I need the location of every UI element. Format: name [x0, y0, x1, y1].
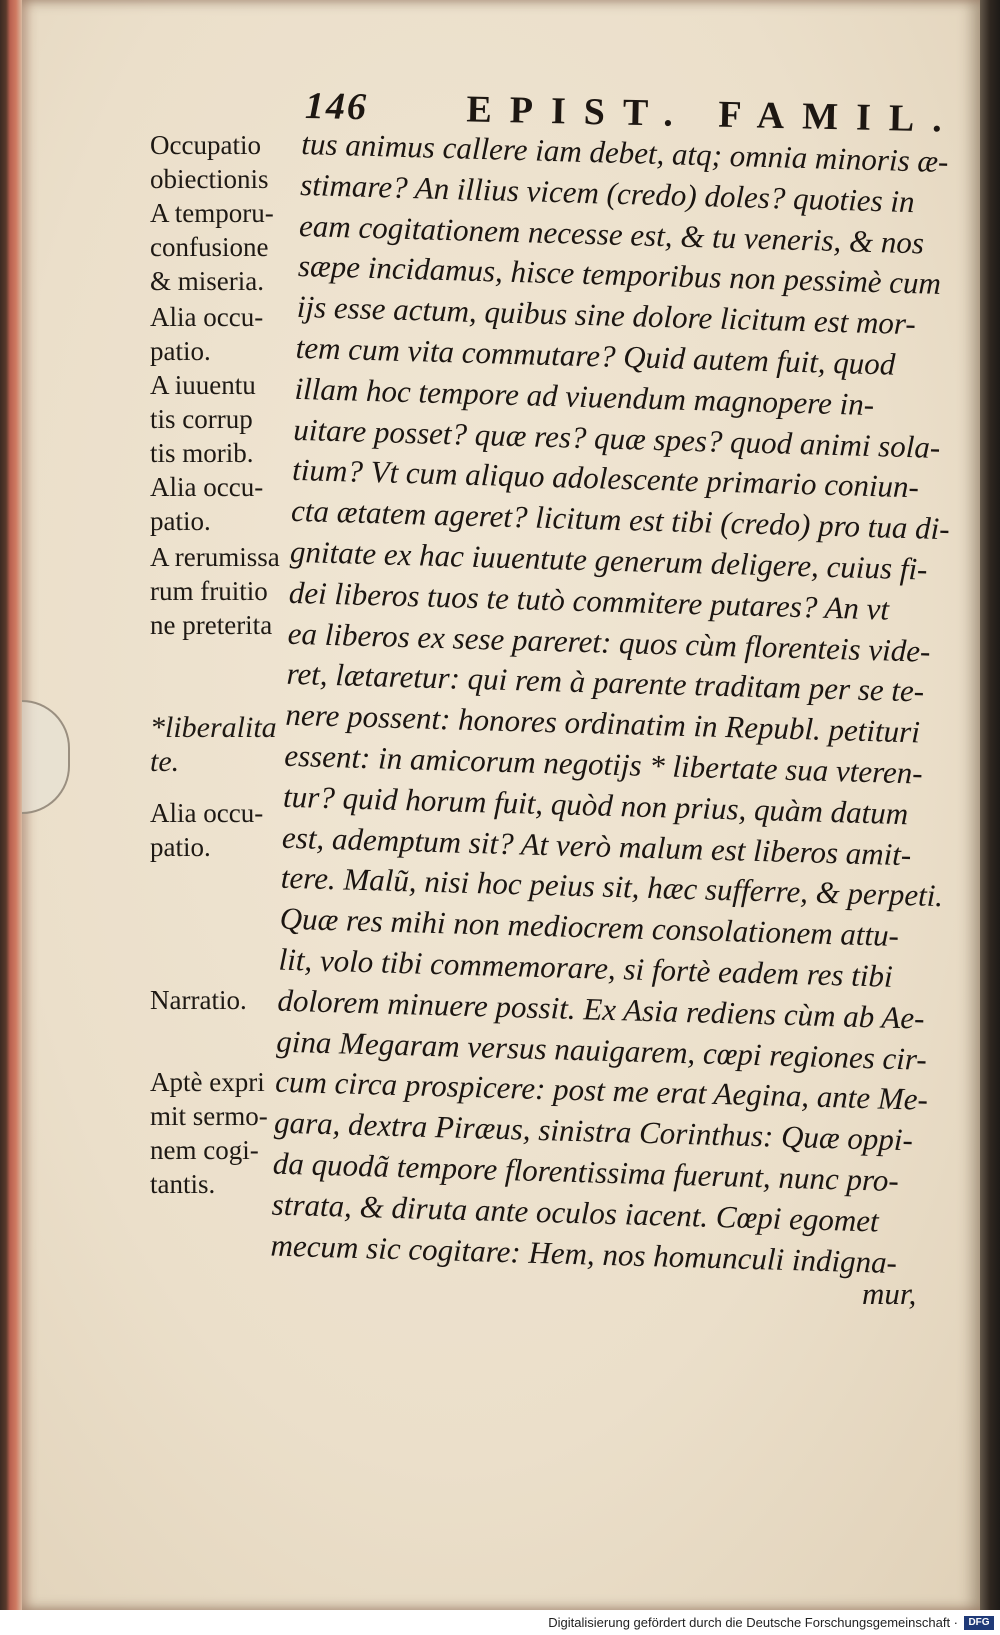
text-line: uitare posset? quæ res? quæ spes? quod animi sola-	[292, 411, 941, 465]
text-line: nere possent: honores ordinatim in Republ. petituri	[285, 696, 921, 750]
margin-note-line: obiectionis	[150, 164, 269, 194]
margin-note-line: mit sermo-	[150, 1101, 268, 1131]
margin-note-line: ne preterita	[150, 610, 273, 640]
margin-note-line: tis morib.	[150, 438, 254, 468]
text-line: est, ademptum sit? At verò malum est liberos amit-	[281, 819, 912, 872]
margin-note-line: A iuuentu	[150, 370, 256, 400]
main-text	[270, 124, 951, 1284]
dfg-logo: DFG	[964, 1616, 994, 1630]
text-line: dolorem minuere possit. Ex Asia rediens cùm ab Ae-	[277, 982, 925, 1036]
text-line: Quæ res mihi non mediocrem consolationem attu-	[279, 900, 900, 954]
text-line: lit, volo tibi commemorare, si fortè eadem res tibi	[278, 941, 894, 994]
footer-credit: Digitalisierung gefördert durch die Deutsche Forschungsgemeinschaft ·	[548, 1615, 958, 1630]
margin-note-line: Alia occu-	[150, 472, 264, 502]
margin-note-line: nem cogi-	[150, 1135, 259, 1165]
margin-note-line: Aptè expri	[150, 1067, 265, 1097]
margin-note-line: patio.	[150, 832, 211, 862]
text-line: essent: in amicorum negotijs * libertate sua vteren-	[283, 737, 924, 791]
margin-note-line: Alia occu-	[150, 302, 264, 332]
margin-note-line: tis corrup	[150, 404, 253, 434]
text-line: tem cum vita commutare? Quid autem fuit, quod	[295, 329, 896, 382]
catchword: mur,	[862, 1276, 917, 1311]
running-title: EPIST. FAMIL.	[466, 88, 961, 141]
margin-note-line: A temporu-	[150, 198, 274, 228]
text-line: ea liberos ex sese pareret: quos cùm florenteis vide-	[287, 615, 931, 669]
margin-note-line: patio.	[150, 336, 211, 366]
text-line: eam cogitationem necesse est, & tu veneris, & nos	[298, 207, 925, 260]
text-line: tur? quid horum fuit, quòd non prius, quàm datum	[282, 778, 909, 831]
margin-note	[150, 300, 315, 368]
text-line: tere. Malũ, nisi hoc peius sit, hæc sufferre, & perpeti.	[280, 860, 944, 914]
margin-note-line: patio.	[150, 506, 211, 536]
text-line: cta ætatem ageret? licitum est tibi (credo) pro tua di-	[290, 493, 951, 547]
text-line: tus animus callere iam debet, atq; omnia minoris æ-	[300, 125, 949, 180]
text-line: gara, dextra Piræus, sinistra Corinthus: Quæ oppi-	[273, 1104, 914, 1158]
margin-note-line: Alia occu-	[150, 798, 264, 828]
margin-note-line: confusione	[150, 232, 269, 262]
margin-note-line: tantis.	[150, 1169, 216, 1199]
margin-note	[150, 368, 315, 470]
text-line: stimare? An illius vicem (credo) doles? quoties in	[299, 166, 916, 219]
footer-bar	[0, 1610, 1000, 1635]
margin-note-line: *liberalita	[150, 711, 277, 744]
text-line: gnitate ex hac iuuentute generum deligere, cuius fi-	[289, 533, 928, 587]
margin-note	[150, 128, 315, 298]
margin-note-line: te.	[150, 745, 180, 778]
text-line: ret, lætaretur: qui rem à parente traditam per se te-	[286, 656, 925, 709]
text-line: strata, & diruta ante oculos iacent. Cœpi egomet	[271, 1186, 880, 1239]
text-line: illam hoc tempore ad viuendum magnopere in-	[294, 370, 875, 422]
page-tab-marker	[22, 700, 70, 814]
page-number: 146	[304, 85, 369, 129]
text-line: dei liberos tuos te tutò commitere putares? An vt	[288, 574, 890, 627]
text-line: sæpe incidamus, hisce temporibus non pessimè cum	[297, 248, 942, 302]
margin-note-line: & miseria.	[150, 266, 264, 296]
text-line: mecum sic cogitare: Hem, nos homunculi indigna-	[270, 1227, 898, 1280]
margin-note-line: Narratio.	[150, 985, 247, 1015]
margin-note-line: rum fruitio	[150, 576, 268, 606]
text-line: tium? Vt cum aliquo adolescente primario coniun-	[291, 452, 920, 505]
margin-note-line: Occupatio	[150, 130, 261, 160]
text-line: gina Megaram versus nauigarem, cœpi regiones cir-	[275, 1023, 928, 1077]
text-line: da quodã tempore florentissima fuerunt, nunc pro-	[272, 1145, 900, 1198]
text-line: ijs esse actum, quibus sine dolore licitum est mor-	[296, 289, 917, 342]
text-line: cum circa prospicere: post me erat Aegina, ante Me-	[274, 1063, 929, 1118]
margin-note-line: A rerumissa	[150, 542, 280, 572]
